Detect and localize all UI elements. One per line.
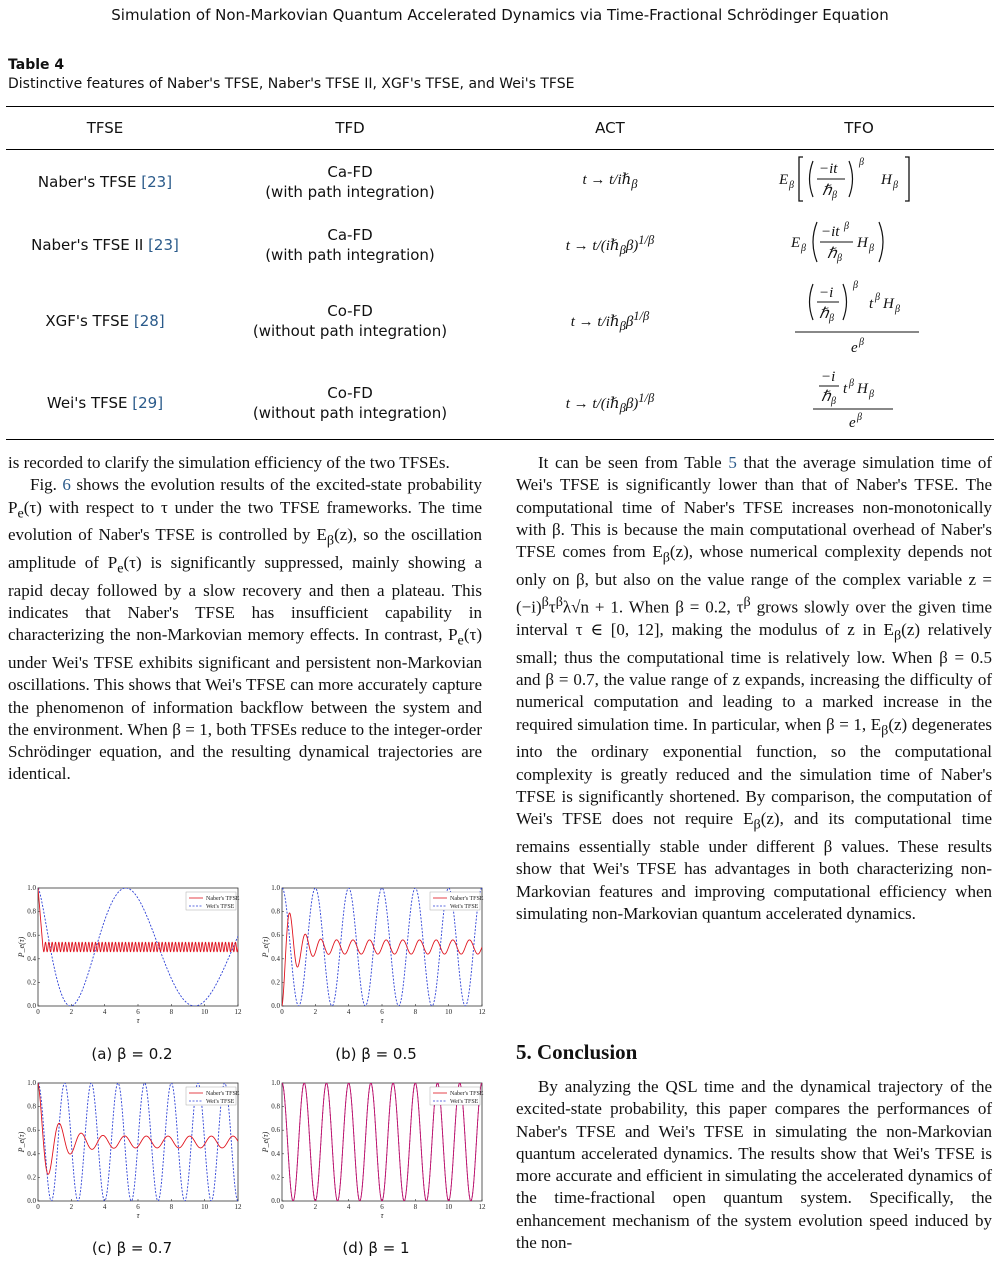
svg-text:−i: −i	[819, 284, 834, 301]
table-caption-text: Distinctive features of Naber's TFSE, Naber's TFSE II, XGF's TFSE, and Wei's TFSE	[8, 76, 575, 92]
legend-label: Wei's TFSE	[450, 1099, 479, 1105]
x-tick-label: 0	[36, 1008, 40, 1016]
y-tick-label: 0.4	[27, 1149, 36, 1158]
x-tick-label: 12	[234, 1008, 242, 1016]
table-caption	[8, 56, 574, 94]
y-tick-label: 0.8	[271, 1102, 280, 1111]
act-cell: t → t/(iℏ$_\beta$β)$^{1/\beta}$	[496, 366, 724, 440]
svg-text:β: β	[789, 180, 794, 191]
svg-text:t: t	[843, 381, 848, 397]
x-tick-label: 6	[136, 1203, 140, 1211]
y-tick-label: 1.0	[271, 1079, 280, 1087]
tfse-name: Naber's TFSE [23]	[37, 172, 173, 191]
tfd-cell: Co-FD (without path integration)	[204, 366, 496, 440]
legend	[186, 892, 240, 910]
svg-text:β: β	[844, 221, 849, 232]
y-tick-label: 0.4	[271, 954, 280, 963]
y-tick-label: 0.4	[271, 1149, 280, 1158]
svg-text:ℏ: ℏ	[819, 305, 829, 322]
x-tick-label: 0	[36, 1203, 40, 1211]
y-tick-label: 1.0	[27, 884, 36, 892]
running-head: Simulation of Non-Markovian Quantum Accelerated Dynamics via Time-Fractional Schrödinger Equation	[111, 6, 889, 24]
svg-text:β: β	[837, 253, 842, 264]
y-tick-label: 0.2	[27, 978, 36, 987]
x-axis-label: τ	[380, 1211, 384, 1220]
table-label: Table 4	[8, 57, 65, 73]
svg-text:β: β	[895, 303, 900, 315]
y-tick-label: 1.0	[27, 1079, 36, 1087]
x-tick-label: 2	[69, 1008, 74, 1016]
legend-label: Naber's TFSE	[206, 1091, 240, 1097]
x-tick-label: 4	[346, 1008, 351, 1016]
y-axis-label: P_e(τ)	[261, 1131, 270, 1153]
y-tick-label: 0.6	[271, 1126, 280, 1135]
tfd-cell: Ca-FD (with path integration)	[265, 162, 435, 201]
x-tick-label: 10	[201, 1008, 209, 1016]
act-cell: $t \to t/i\hbar_\beta\beta^{1/\beta}$	[570, 309, 650, 333]
table-header-tfo: TFO	[724, 107, 994, 150]
x-tick-label: 8	[169, 1008, 174, 1016]
x-tick-label: 8	[413, 1008, 418, 1016]
x-axis-label: τ	[380, 1016, 384, 1025]
y-tick-label: 1.0	[271, 884, 280, 892]
table-row	[6, 276, 994, 366]
svg-text:β: β	[849, 378, 854, 389]
plot-panel-a	[18, 882, 248, 1024]
svg-text:β: β	[869, 389, 874, 400]
plot-panel-b	[262, 882, 492, 1024]
svg-text:H: H	[857, 381, 868, 397]
tfse-name: Wei's TFSE [29]	[6, 366, 204, 440]
table-header-tfd: TFD	[204, 107, 496, 150]
table-header-tfse: TFSE	[6, 107, 204, 150]
conclusion-text	[516, 1076, 992, 1254]
y-tick-label: 0.2	[271, 1173, 280, 1182]
table-row	[6, 213, 994, 276]
svg-text:β: β	[831, 396, 836, 407]
svg-text:t: t	[869, 295, 874, 312]
y-tick-label: 0.8	[271, 907, 280, 916]
svg-text:β: β	[875, 291, 880, 303]
y-tick-label: 0.0	[27, 1197, 36, 1205]
plot-area	[261, 884, 486, 1025]
subcaption-c: (c) β = 0.7	[91, 1239, 173, 1257]
tfo-cell	[724, 213, 994, 276]
tfo-formula-2	[769, 214, 949, 270]
plot-area	[261, 1079, 486, 1220]
svg-text:−it: −it	[819, 161, 838, 177]
x-tick-label: 2	[313, 1203, 318, 1211]
right-column-text	[516, 452, 992, 925]
svg-text:−i: −i	[821, 369, 836, 385]
tfo-cell	[724, 150, 994, 214]
x-tick-label: 10	[445, 1008, 453, 1016]
y-tick-label: 0.8	[27, 1102, 36, 1111]
y-tick-label: 0.0	[271, 1197, 280, 1205]
y-tick-label: 0.2	[271, 978, 280, 987]
tfo-cell	[724, 276, 994, 366]
y-axis-label: P_e(τ)	[17, 1131, 26, 1153]
x-tick-label: 6	[136, 1008, 140, 1016]
legend	[430, 892, 484, 910]
x-tick-label: 8	[169, 1203, 174, 1211]
svg-text:H: H	[881, 172, 892, 188]
svg-text:β: β	[857, 412, 862, 423]
svg-text:ℏ: ℏ	[827, 246, 837, 262]
y-tick-label: 0.6	[27, 931, 36, 940]
plot-panel-c	[18, 1077, 248, 1219]
legend-label: Wei's TFSE	[206, 1099, 235, 1105]
svg-text:e: e	[851, 339, 858, 356]
x-tick-label: 4	[102, 1203, 107, 1211]
table-header-act: ACT	[496, 107, 724, 150]
x-tick-label: 2	[69, 1203, 74, 1211]
y-tick-label: 0.4	[27, 954, 36, 963]
svg-text:β: β	[832, 190, 837, 201]
tfd-cell: Ca-FD (with path integration)	[265, 225, 435, 264]
y-tick-label: 0.0	[271, 1002, 280, 1010]
y-axis-label: P_e(τ)	[261, 936, 270, 958]
tfse-name: Naber's TFSE II [23]	[31, 235, 179, 254]
tfo-formula-3	[769, 278, 949, 360]
x-tick-label: 12	[478, 1008, 486, 1016]
legend-label: Naber's TFSE	[206, 896, 240, 902]
x-tick-label: 12	[478, 1203, 486, 1211]
paragraph: It can be seen from Table 5 that the average simulation time of Wei's TFSE is significantly lower than that of Naber's TFSE. The computational time of Naber's TFSE increases non-monotonically with β. This is because the main computational overhead of Naber's TFSE comes from $E_\beta(z)$, whose numerical complexity depends not only on β, but also on the value range of the complex variable $z = (-i)^\beta\tau^\beta\lambda√n + 1$. When β = 0.2, $\tau^\beta$ grows slowly over the given time interval τ ∈ [0, 12], making the modulus of z in $E_\beta(z)$ relatively small; thus the computational time is relatively low. When β = 0.5 and β = 0.7, the value range of z expands, increasing the difficulty of numerical computation and leading to a marked increase in the required simulation time. In particular, when β = 1, $E_\beta(z)$ degenerates into the ordinary exponential function, so the computational complexity is greatly reduced and the simulation time of Naber's TFSE is significantly shortened. By comparison, the computation of Wei's TFSE does not require $E_\beta(z)$, and its computational time remains essentially stable under different β values. These results show that Wei's TFSE has advantages in both characterizing non-Markovian features and improving computational efficiency when simulating non-Markovian quantum accelerated dynamics.	[516, 453, 993, 923]
x-axis-label: τ	[136, 1016, 140, 1025]
x-tick-label: 12	[234, 1203, 242, 1211]
svg-text:β: β	[869, 243, 874, 254]
act-cell: t → t/iℏ$_\beta$	[582, 171, 638, 191]
x-axis-label: τ	[136, 1211, 140, 1220]
x-tick-label: 10	[445, 1203, 453, 1211]
svg-text:E: E	[779, 172, 789, 188]
x-tick-label: 6	[380, 1203, 384, 1211]
subcaption-b: (b) β = 0.5	[335, 1045, 417, 1063]
x-tick-label: 0	[280, 1203, 284, 1211]
svg-text:ℏ: ℏ	[821, 389, 831, 405]
legend	[186, 1087, 240, 1105]
table-row	[6, 150, 994, 214]
tfd-cell: Co-FD (without path integration)	[252, 302, 448, 340]
tfo-formula-1	[769, 151, 949, 207]
tfo-formula-4	[769, 367, 949, 433]
y-tick-label: 0.8	[27, 907, 36, 916]
legend-label: Wei's TFSE	[206, 904, 235, 910]
y-tick-label: 0.6	[271, 931, 280, 940]
table-row	[6, 366, 994, 440]
x-tick-label: 10	[201, 1203, 209, 1211]
legend-label: Naber's TFSE	[450, 1091, 484, 1097]
tfo-cell	[724, 366, 994, 440]
x-tick-label: 6	[380, 1008, 384, 1016]
svg-text:H: H	[857, 235, 868, 251]
plot-area	[17, 884, 242, 1025]
tfse-name: XGF's TFSE [28]	[45, 312, 165, 330]
svg-text:E: E	[791, 235, 801, 251]
svg-text:β: β	[801, 243, 806, 254]
act-cell: t → t/(iℏ$_\beta$β)$^{1/\beta}$	[565, 232, 655, 257]
svg-text:β: β	[893, 180, 898, 191]
legend-label: Naber's TFSE	[450, 896, 484, 902]
svg-text:β: β	[853, 279, 858, 291]
y-tick-label: 0.6	[27, 1126, 36, 1135]
x-tick-label: 4	[102, 1008, 107, 1016]
svg-text:e: e	[849, 415, 856, 431]
plot-panel-d	[262, 1077, 492, 1219]
x-tick-label: 0	[280, 1008, 284, 1016]
x-tick-label: 8	[413, 1203, 418, 1211]
svg-text:β: β	[829, 312, 834, 324]
x-tick-label: 2	[313, 1008, 318, 1016]
paragraph: Fig. 6 shows the evolution results of the excited-state probability $P_e(\tau)$ with respect to τ under the two TFSE frameworks. The time evolution of Naber's TFSE is controlled by $E_\beta(z)$, so the oscillation amplitude of $P_e(\tau)$ is significantly suppressed, mainly showing a rapid decay followed by a slow recovery and then a plateau. This indicates that Naber's TFSE has insufficient capability in characterizing the non-Markovian memory effects. In contrast, $P_e(\tau)$ under Wei's TFSE exhibits significant and persistent non-Markovian oscillations. This shows that Wei's TFSE can more accurately capture the phenomenon of information backflow between the system and the environment. When β = 1, both TFSEs reduce to the integer-order Schrödinger equation, and the resulting dynamical trajectories are identical.	[8, 475, 482, 784]
paragraph: is recorded to clarify the simulation efficiency of the two TFSEs.	[8, 453, 450, 472]
y-tick-label: 0.0	[27, 1002, 36, 1010]
svg-text:−it: −it	[821, 224, 840, 240]
svg-text:H: H	[883, 295, 894, 312]
x-tick-label: 4	[346, 1203, 351, 1211]
svg-text:ℏ: ℏ	[822, 183, 832, 199]
features-table	[6, 106, 994, 440]
y-axis-label: P_e(τ)	[17, 936, 26, 958]
plot-area	[17, 1079, 242, 1220]
subcaption-a: (a) β = 0.2	[91, 1045, 173, 1063]
svg-text:β: β	[859, 336, 864, 348]
svg-text:β: β	[859, 157, 864, 168]
section-heading: 5. Conclusion	[516, 1040, 638, 1064]
legend-label: Wei's TFSE	[450, 904, 479, 910]
legend	[430, 1087, 484, 1105]
left-column-text	[8, 452, 482, 786]
y-tick-label: 0.2	[27, 1173, 36, 1182]
paragraph: By analyzing the QSL time and the dynamical trajectory of the excited-state probability, this paper compares the performances of Naber's TFSE and Wei's TFSE in simulating the non-Markovian quantum accelerated dynamics. The results show that Wei's TFSE is more accurate and efficient in simulating the accelerated dynamics of the time-fractional open quantum system. Specifically, the enhancement mechanism of the system evolution speed induced by the non-	[516, 1077, 992, 1253]
subcaption-d: (d) β = 1	[342, 1239, 410, 1257]
